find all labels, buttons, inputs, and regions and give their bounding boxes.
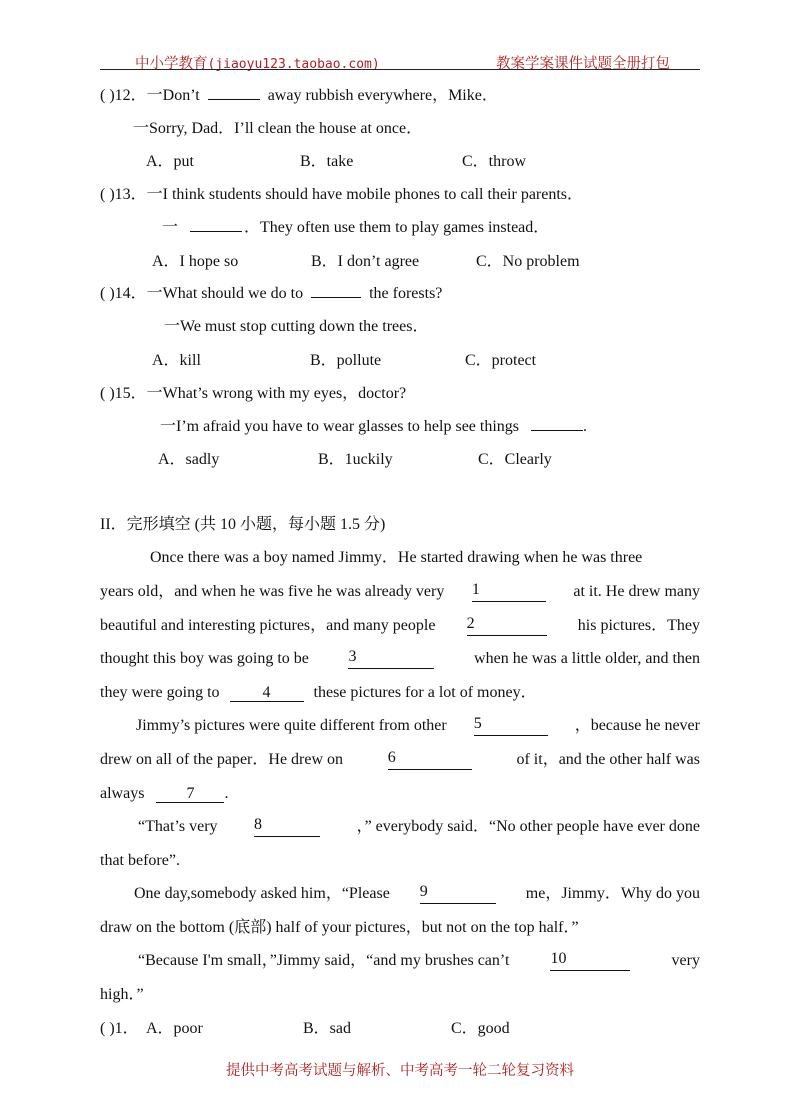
q15-reply bbox=[160, 417, 587, 437]
cloze-q1-prefix: ( )1． bbox=[100, 1020, 139, 1037]
header-divider bbox=[100, 69, 700, 70]
passage-line-4 bbox=[100, 649, 700, 669]
cloze-blank-6[interactable]: 6 bbox=[388, 750, 472, 770]
header-left-text: 中小学教育 bbox=[135, 56, 208, 72]
passage-line-5 bbox=[100, 683, 537, 703]
passage-text: Jimmy’s pictures were quite different from other bbox=[136, 717, 447, 734]
question-15: ( )15．一What’s wrong with my eyes，doctor? bbox=[100, 385, 407, 402]
q12-reply: 一Sorry, Dad．I’ll clean the house at once． bbox=[133, 120, 423, 137]
passage-line-12: draw on the bottom (底部) half of your pictures，but not on the top half．” bbox=[100, 919, 579, 936]
q13-option-c[interactable]: C．No problem bbox=[476, 253, 580, 270]
passage-text: “Because I'm small，”Jimmy said，“and my brushes can’t bbox=[138, 952, 510, 969]
page-footer: 提供中考高考试题与解析、中考高考一轮二轮复习资料 bbox=[226, 1063, 574, 1079]
cloze-blank-2[interactable]: 2 bbox=[467, 616, 547, 636]
q15-option-c[interactable]: C．Clearly bbox=[478, 451, 552, 468]
passage-line-8 bbox=[100, 784, 228, 804]
cloze-blank-10[interactable]: 10 bbox=[550, 951, 630, 971]
passage-text: beautiful and interesting pictures，and many people bbox=[100, 617, 436, 634]
q15-option-b[interactable]: B．1uckily bbox=[318, 451, 393, 468]
passage-line-1 bbox=[150, 548, 700, 568]
passage-text: . bbox=[224, 785, 229, 802]
q14-option-c[interactable]: C．protect bbox=[465, 352, 537, 369]
q14-option-a[interactable]: A．kill bbox=[152, 352, 201, 369]
passage-line-1-text: Once there was a boy named Jimmy．He started drawing when he was three bbox=[150, 549, 643, 566]
header-right: 教案学案课件试题全册打包 bbox=[496, 56, 670, 72]
passage-text: ，because he never bbox=[574, 717, 700, 734]
passage-line-6 bbox=[136, 716, 700, 736]
passage-line-3 bbox=[100, 616, 700, 636]
passage-text: drew on all of the paper．He drew on bbox=[100, 751, 344, 768]
passage-line-2 bbox=[100, 582, 700, 602]
q15-blank[interactable] bbox=[531, 430, 583, 431]
q15-reply-prefix: 一I’m afraid you have to wear glasses to help see things bbox=[160, 418, 520, 435]
passage-text: very bbox=[671, 952, 700, 969]
q13-reply-suffix: ．They often use them to play games instead． bbox=[244, 219, 550, 236]
passage-text: ，” everybody said．“No other people have ever done bbox=[356, 818, 700, 835]
q13-reply-prefix: 一 bbox=[162, 219, 179, 236]
passage-line-14: high．” bbox=[100, 986, 144, 1003]
cloze-blank-1[interactable]: 1 bbox=[472, 582, 546, 602]
q12-option-a[interactable]: A．put bbox=[146, 153, 195, 170]
q14-option-b[interactable]: B．pollute bbox=[310, 352, 382, 369]
passage-text: years old，and when he was five he was already very bbox=[100, 583, 445, 600]
passage-text: of it，and the other half was bbox=[516, 751, 700, 768]
q12-prefix: ( )12．一Don’t bbox=[100, 87, 200, 104]
passage-line-10: that before”. bbox=[100, 852, 180, 869]
question-14 bbox=[100, 284, 442, 304]
q14-blank[interactable] bbox=[311, 297, 361, 298]
passage-text: these pictures for a lot of money． bbox=[313, 684, 537, 701]
q13-blank[interactable] bbox=[190, 231, 242, 232]
passage-text: always bbox=[100, 785, 145, 802]
question-12 bbox=[100, 86, 498, 106]
q12-option-b[interactable]: B．take bbox=[300, 153, 354, 170]
q14-prefix: ( )14．一What should we do to bbox=[100, 285, 304, 302]
passage-text: they were going to bbox=[100, 684, 220, 701]
passage-text: his pictures．They bbox=[577, 617, 700, 634]
passage-text: at it. He drew many bbox=[573, 583, 700, 600]
header-url: (jiaoyu123.taobao.com) bbox=[207, 57, 380, 72]
cloze-blank-3[interactable]: 3 bbox=[348, 649, 434, 669]
q15-option-a[interactable]: A．sadly bbox=[158, 451, 220, 468]
section-title: II．完形填空 (共 10 小题，每小题 1.5 分) bbox=[100, 516, 386, 533]
passage-line-11 bbox=[134, 884, 700, 904]
cloze-q1-option-a[interactable]: A．poor bbox=[146, 1020, 203, 1037]
cloze-q1-option-b[interactable]: B．sad bbox=[303, 1020, 352, 1037]
cloze-blank-4[interactable]: 4 bbox=[230, 685, 304, 702]
cloze-blank-9[interactable]: 9 bbox=[420, 884, 496, 904]
cloze-blank-5[interactable]: 5 bbox=[474, 716, 548, 736]
cloze-q1-option-c[interactable]: C．good bbox=[451, 1020, 510, 1037]
q15-reply-suffix: . bbox=[583, 418, 588, 435]
passage-text: me，Jimmy．Why do you bbox=[525, 885, 700, 902]
q13-reply bbox=[162, 218, 549, 238]
q14-suffix: the forests? bbox=[369, 285, 443, 302]
q13-option-b[interactable]: B．I don’t agree bbox=[311, 253, 420, 270]
q12-suffix: away rubbish everywhere，Mike． bbox=[267, 87, 498, 104]
cloze-blank-8[interactable]: 8 bbox=[254, 817, 320, 837]
passage-line-7 bbox=[100, 750, 700, 770]
passage-line-9 bbox=[138, 817, 700, 837]
passage-text: One day,somebody asked him，“Please bbox=[134, 885, 390, 902]
q14-reply: 一We must stop cutting down the trees． bbox=[164, 318, 429, 335]
question-13: ( )13．一I think students should have mobile phones to call their parents． bbox=[100, 186, 584, 203]
q13-option-a[interactable]: A．I hope so bbox=[152, 253, 239, 270]
passage-text: thought this boy was going to be bbox=[100, 650, 309, 667]
passage-text: “That’s very bbox=[138, 818, 218, 835]
passage-line-13 bbox=[138, 951, 700, 971]
cloze-blank-7[interactable]: 7 bbox=[156, 786, 224, 803]
q12-option-c[interactable]: C．throw bbox=[462, 153, 527, 170]
passage-text: when he was a little older, and then bbox=[474, 650, 700, 667]
q12-blank[interactable] bbox=[208, 99, 260, 100]
